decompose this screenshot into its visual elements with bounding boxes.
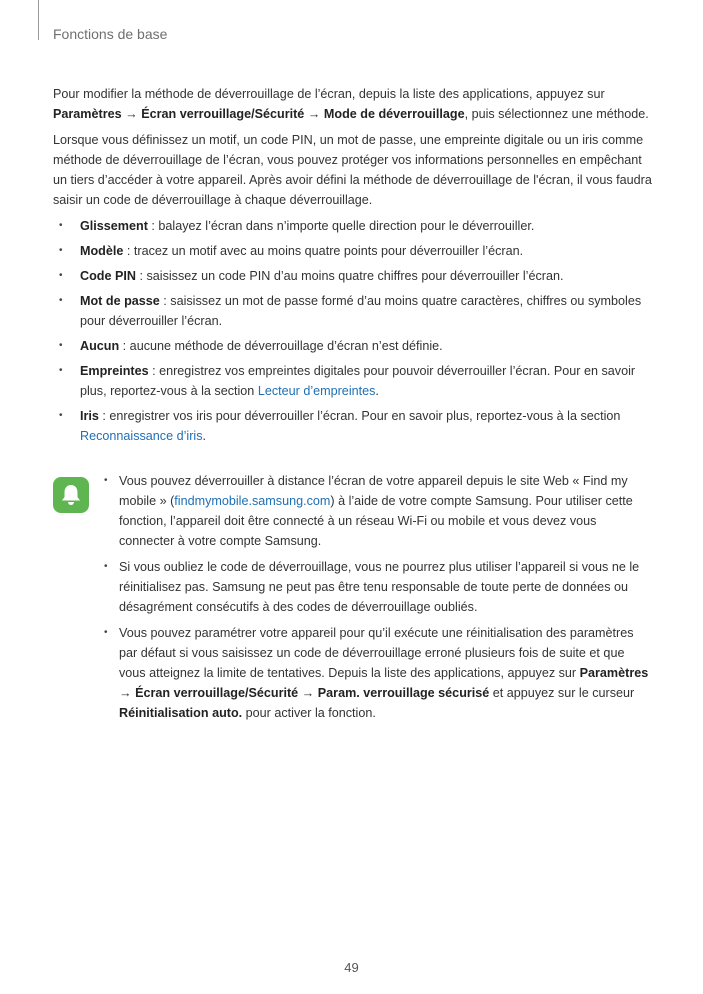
header-title: Fonctions de base bbox=[53, 26, 168, 42]
list-item-modele: • Modèle : tracez un motif avec au moins quatre points pour déverrouiller l’écran. bbox=[53, 241, 653, 261]
page-number: 49 bbox=[344, 960, 359, 975]
header-rule bbox=[38, 0, 39, 40]
list-item-aucun: • Aucun : aucune méthode de déverrouillage d’écran n’est définie. bbox=[53, 336, 653, 356]
bell-icon bbox=[53, 477, 89, 513]
main-content bbox=[53, 84, 653, 451]
list-item-glissement: • Glissement : balayez l’écran dans n’importe quelle direction pour le déverrouiller. bbox=[53, 216, 653, 236]
list-item-mot-de-passe: • Mot de passe : saisissez un mot de passe formé d’au moins quatre caractères, chiffres ou symboles pour déverrouiller l’écran. bbox=[53, 291, 653, 331]
unlock-method-list bbox=[53, 216, 653, 446]
list-item-empreintes: • Empreintes : enregistrez vos empreintes digitales pour pouvoir déverrouiller l’écran. Pour en savoir plus, reportez-vous à la section Lecteur d’empreintes. bbox=[53, 361, 653, 401]
intro-paragraph-1: Pour modifier la méthode de déverrouillage de l’écran, depuis la liste des applications, appuyez sur Paramètres → Écran verrouillage/Sécurité → Mode de déverrouillage, puis sélectionnez une méthode. bbox=[53, 87, 649, 121]
list-item-iris: • Iris : enregistrer vos iris pour déverrouiller l’écran. Pour en savoir plus, reportez-vous à la section Reconnaissance d’iris. bbox=[53, 406, 653, 446]
intro-paragraph-2: Lorsque vous définissez un motif, un code PIN, un mot de passe, une empreinte digitale ou un iris comme méthode de déverrouillage de l’écran, vous pouvez protéger vos informations personnelles en empêchant un tiers d’accéder à votre appareil. Après avoir défini la méthode de déverrouillage de l'écran, il vous faudra saisir un code de déverrouillage à chaque déverrouillage. bbox=[53, 133, 652, 207]
note-item-auto-reset: • Vous pouvez paramétrer votre appareil pour qu’il exécute une réinitialisation des paramètres par défaut si vous saisissez un code de déverrouillage erroné plusieurs fois de suite et que vous atteignez la limite de tentatives. Depuis la liste des applications, appuyez sur Paramètres → Écran verrouillage/Sécurité → Param. verrouillage sécurisé et appuyez sur le curseur Réinitialisation auto. pour activer la fonction. bbox=[119, 623, 653, 723]
note-item-forgotten-code: • Si vous oubliez le code de déverrouillage, vous ne pourrez plus utiliser l’appareil si vous ne le réinitialisez pas. Samsung ne peut pas être tenu responsable de toute perte de données ou désagrément consécutifs à des codes de déverrouillage oubliés. bbox=[119, 557, 653, 617]
link-findmymobile[interactable]: findmymobile.samsung.com bbox=[174, 494, 331, 508]
link-lecteur-empreintes[interactable]: Lecteur d’empreintes bbox=[257, 384, 376, 398]
note-box bbox=[53, 471, 653, 729]
note-list bbox=[53, 471, 653, 723]
note-item-find-my-mobile: • Vous pouvez déverrouiller à distance l’écran de votre appareil depuis le site Web « Find my mobile » (findmymobile.samsung.com) à l’aide de votre compte Samsung. Pour utiliser cette fonction, l’appareil doit être connecté à un réseau Wi-Fi ou mobile et vous devez vous connecter à votre compte Samsung. bbox=[119, 471, 653, 551]
link-reconnaissance-iris[interactable]: Reconnaissance d’iris bbox=[80, 429, 203, 443]
list-item-code-pin: • Code PIN : saisissez un code PIN d’au moins quatre chiffres pour déverrouiller l’écran. bbox=[53, 266, 653, 286]
